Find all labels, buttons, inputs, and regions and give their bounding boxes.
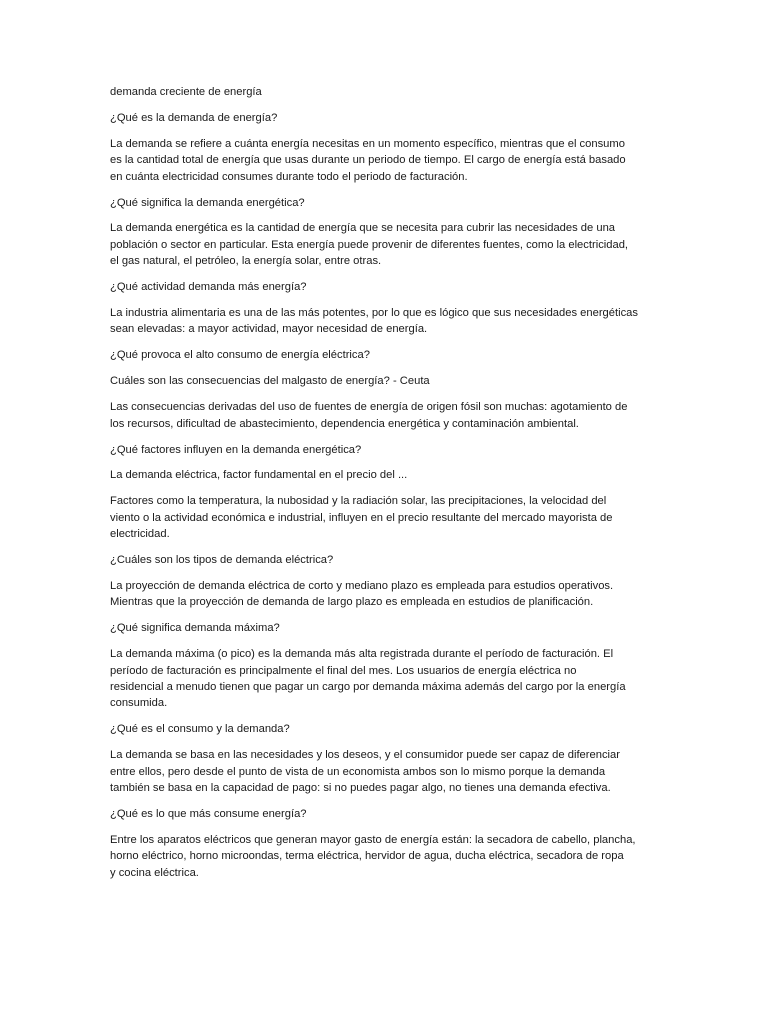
- answer-paragraph: Las consecuencias derivadas del uso de fuentes de energía de origen fósil son muchas: agotamiento de los recursos, dificultad de abastecimiento, dependencia energética y contaminación ambiental.: [110, 401, 628, 430]
- source-heading: Cuáles son las consecuencias del malgasto de energía? - Ceuta: [110, 375, 430, 388]
- answer-paragraph: La proyección de demanda eléctrica de corto y mediano plazo es empleada para estudios operativos. Mientras que la proyección de demanda de largo plazo es empleada en estudios de planificación.: [110, 579, 614, 609]
- question-heading: ¿Qué provoca el alto consumo de energía eléctrica?: [110, 349, 370, 362]
- answer-paragraph: La demanda se basa en las necesidades y los deseos, y el consumidor puede ser capaz de diferenciar entre ellos, pero desde el punto de vista de un economista ambos son lo mismo porque la demanda también se basa en la capacidad de pago: si no puedes pagar algo, no tienes una demanda efectiva.: [110, 749, 620, 794]
- document-title: demanda creciente de energía: [110, 86, 262, 98]
- answer-paragraph: Factores como la temperatura, la nubosidad y la radiación solar, las precipitaciones, la velocidad del viento o la actividad económica e industrial, influyen en el precio resultante del mercado mayorista de electricidad.: [110, 495, 613, 541]
- question-heading: ¿Cuáles son los tipos de demanda eléctrica?: [110, 554, 334, 567]
- answer-paragraph: Entre los aparatos eléctricos que generan mayor gasto de energía están: la secadora de cabello, plancha, horno eléctrico, horno microondas, terma eléctrica, hervidor de agua, ducha eléctrica, secadora de ropa y cocina eléctrica.: [110, 833, 636, 879]
- question-heading: ¿Qué es la demanda de energía?: [110, 111, 278, 124]
- question-heading: ¿Qué factores influyen en la demanda energética?: [110, 443, 362, 456]
- question-heading: ¿Qué significa demanda máxima?: [110, 622, 280, 635]
- question-heading: ¿Qué actividad demanda más energía?: [110, 281, 307, 294]
- question-heading: ¿Qué es lo que más consume energía?: [110, 807, 307, 820]
- answer-paragraph: La demanda se refiere a cuánta energía necesitas en un momento específico, mientras que el consumo es la cantidad total de energía que usas durante un periodo de tiempo. El cargo de energía está basado en cuánta electricidad consumes durante todo el periodo de facturación.: [110, 137, 626, 183]
- answer-paragraph: La demanda energética es la cantidad de energía que se necesita para cubrir las necesidades de una población o sector en particular. Esta energía puede provenir de diferentes fuentes, como la electricidad, el gas natural, el petróleo, la energía solar, entre otras.: [110, 222, 629, 268]
- source-heading: La demanda eléctrica, factor fundamental en el precio del ...: [110, 469, 408, 482]
- document-page: [110, 84, 662, 891]
- question-heading: ¿Qué es el consumo y la demanda?: [110, 723, 290, 736]
- answer-paragraph: La industria alimentaria es una de las más potentes, por lo que es lógico que sus necesidades energéticas sean elevadas: a mayor actividad, mayor necesidad de energía.: [110, 307, 639, 336]
- question-heading: ¿Qué significa la demanda energética?: [110, 196, 305, 209]
- answer-paragraph: La demanda máxima (o pico) es la demanda más alta registrada durante el período de facturación. El período de facturación es principalmente el final del mes. Los usuarios de energía eléctrica no residencial a menudo tienen que pagar un cargo por demanda máxima además del cargo por la energía consumida.: [110, 648, 626, 710]
